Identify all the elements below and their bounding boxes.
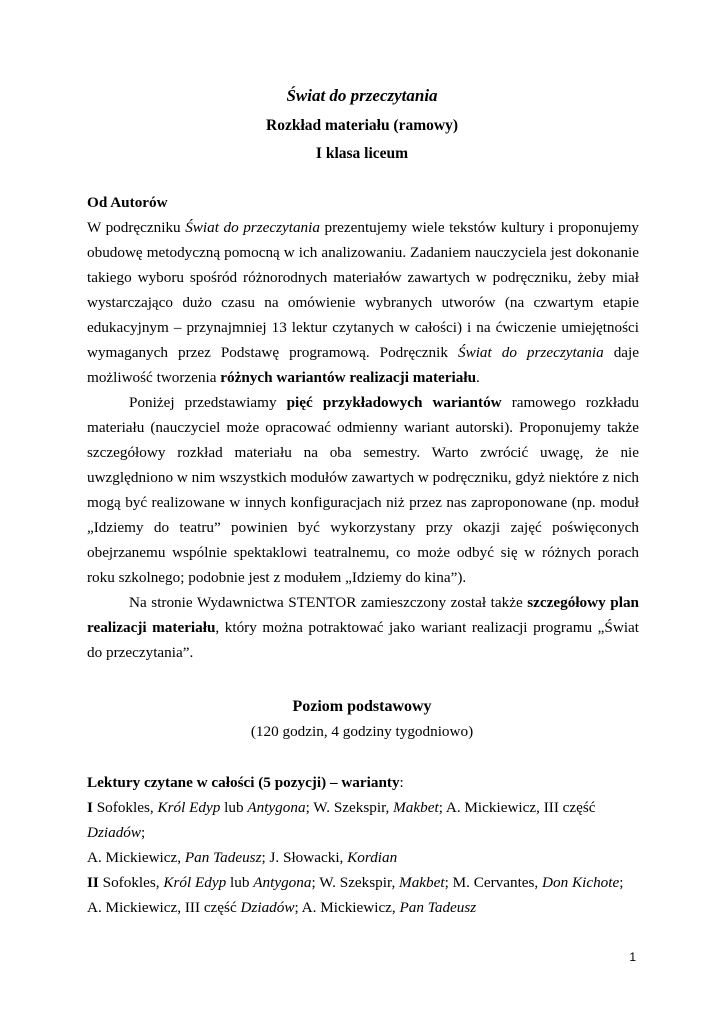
readings-variant-2: II Sofokles, Król Edyp lub Antygona; W. Szekspir, Makbet; M. Cervantes, Don Kichote; A. Mickiewicz, III część Dziadów; A. Mickiewicz, Pan Tadeusz	[87, 874, 624, 916]
document-grade: I klasa liceum	[315, 145, 409, 162]
readings-variant-1: I Sofokles, Król Edyp lub Antygona; W. Szekspir, Makbet; A. Mickiewicz, III część Dziadów; A. Mickiewicz, Pan Tadeusz; J. Słowacki, Kordian	[87, 799, 596, 866]
level-title: Poziom podstawowy	[292, 698, 432, 715]
document-subtitle: Rozkład materiału (ramowy)	[266, 117, 458, 134]
intro-paragraph-2: Poniżej przedstawiamy pięć przykładowych wariantów ramowego rozkładu materiału (nauczyciel może opracować odmienny wariant autorski). Proponujemy także szczegółowy rozkład materiału na oba semestry. Warto zwrócić uwagę, że nie uwzględniono w nim wszystkich modułów zawartych w podręczniku, gdyż niektóre z nich mogą być realizowane w innych konfiguracjach niż przez nas zaproponowane (np. moduł „Idziemy do teatru” powinien być wykorzystany przy okazji zajęć poświęconych obejrzanemu wspólnie spektaklowi teatralnemu, co może odbyć się w różnych porach roku szkolnego; podobnie jest z modułem „Idziemy do kina”).	[87, 394, 639, 586]
intro-paragraph-1: W podręczniku Świat do przeczytania prezentujemy wiele tekstów kultury i proponujemy obudowę metodyczną pomocną w ich analizowaniu. Zadaniem nauczyciela jest dokonanie takiego wyboru spośród różnorodnych materiałów zawartych w podręczniku, żeby miał wystarczająco dużo czasu na omówienie wybranych utworów (na czwartym etapie edukacyjnym – przynajmniej 13 lektur czytanych w całości) i na ćwiczenie umiejętności wymaganych przez Podstawę programową. Podręcznik Świat do przeczytania daje możliwość tworzenia różnych wariantów realizacji materiału.	[87, 219, 640, 386]
intro-paragraph-3: Na stronie Wydawnictwa STENTOR zamieszczony został także szczegółowy plan realizacji materiału, który można potraktować jako wariant realizacji programu „Świat do przeczytania”.	[87, 594, 640, 661]
intro-section	[87, 190, 639, 665]
level-hours: (120 godzin, 4 godziny tygodniowo)	[250, 723, 474, 740]
readings-heading: Lektury czytane w całości (5 pozycji) – warianty:	[87, 774, 404, 791]
intro-heading: Od Autorów	[87, 194, 168, 211]
readings-section	[87, 770, 639, 920]
document-title: Świat do przeczytania	[286, 86, 438, 105]
page-number: 1	[629, 950, 636, 964]
